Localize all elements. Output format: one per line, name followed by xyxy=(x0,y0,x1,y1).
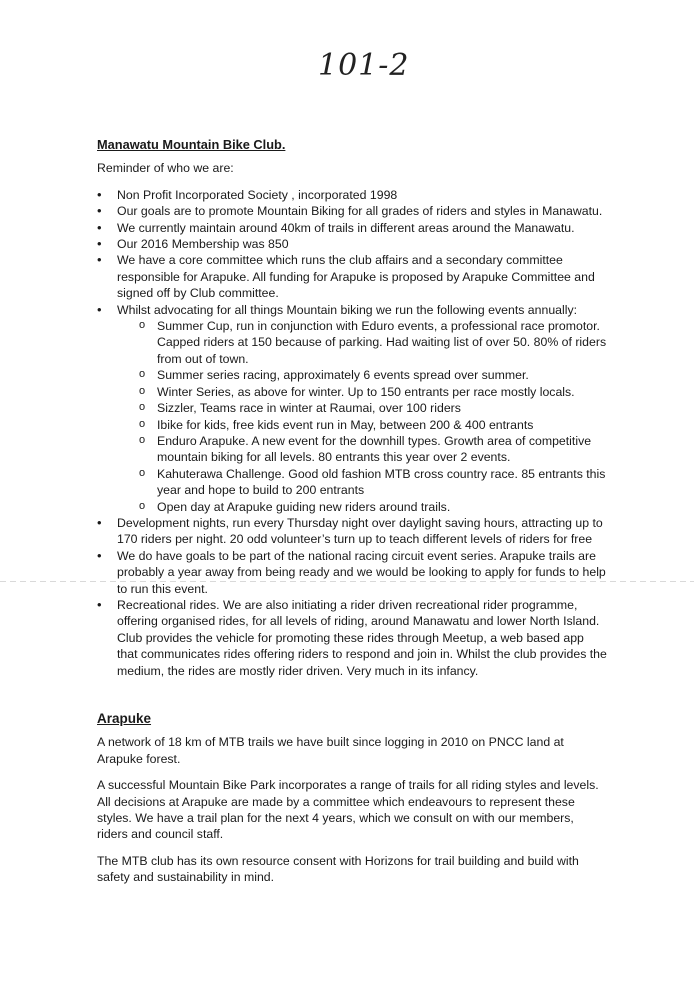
list-item: • We have a core committee which runs the club affairs and a secondary committee responsible for Arapuke. All funding for Arapuke is proposed by Arapuke Committee and signed off by Club committee. xyxy=(97,252,607,301)
list-item: • We currently maintain around 40km of trails in different areas around the Manawatu. xyxy=(97,220,607,236)
arapuke-paragraph: The MTB club has its own resource consent with Horizons for trail building and build with safety and sustainability in mind. xyxy=(97,853,579,885)
arapuke-paragraph: A successful Mountain Bike Park incorporates a range of trails for all riding styles and levels. All decisions at Arapuke are made by a committee which endeavours to represent these styles. We have a trail plan for the next 4 years, which we consult on with our members, riders and council staff. xyxy=(97,778,599,842)
club-intro: Reminder of who we are: xyxy=(97,161,234,176)
event-item: o Summer series racing, approximately 6 events spread over summer. xyxy=(139,367,607,383)
handwritten-page-number: 101-2 xyxy=(318,48,410,83)
event-item: o Kahuterawa Challenge. Good old fashion MTB cross country race. 85 entrants this year and hope to build to 200 entrants xyxy=(139,466,607,499)
list-item: • We do have goals to be part of the national racing circuit event series. Arapuke trails are probably a year away from being ready and we would be looking to apply for funds to help to run this event. xyxy=(97,548,607,597)
arapuke-paragraph: A network of 18 km of MTB trails we have built since logging in 2010 on PNCC land at Arapuke forest. xyxy=(97,735,564,766)
event-item: o Winter Series, as above for winter. Up to 150 entrants per race mostly locals. xyxy=(139,384,607,400)
list-item-events xyxy=(97,302,607,515)
event-item: o Summer Cup, run in conjunction with Eduro events, a professional race promotor. Capped riders at 150 because of parking. Had waiting list of over 50. 80% of riders from out of town. xyxy=(139,318,607,367)
event-item: o Enduro Arapuke. A new event for the downhill types. Growth area of competitive mountain biking for all levels. 80 entrants this year over 2 events. xyxy=(139,433,607,466)
list-item: • Our goals are to promote Mountain Biking for all grades of riders and styles in Manawatu. xyxy=(97,203,607,219)
list-item: • Our 2016 Membership was 850 xyxy=(97,236,607,252)
events-list xyxy=(117,318,607,515)
event-item: o Open day at Arapuke guiding new riders around trails. xyxy=(139,499,607,515)
club-title: Manawatu Mountain Bike Club. xyxy=(97,137,286,152)
list-item: • Recreational rides. We are also initiating a rider driven recreational rider programme, offering organised rides, for all levels of riding, around Manawatu and lower North Island. Club provides the vehicle for promoting these rides through Meetup, a web based app that communicates rides offering riders to respond and join in. Whilst the club provides the medium, the rides are mostly rider driven. Very much in its infancy. xyxy=(97,597,607,679)
event-item: o Sizzler, Teams race in winter at Raumai, over 100 riders xyxy=(139,400,607,416)
event-item: o Ibike for kids, free kids event run in May, between 200 & 400 entrants xyxy=(139,417,607,433)
list-item: • Development nights, run every Thursday night over daylight saving hours, attracting up to 170 riders per night. 20 odd volunteer’s turn up to teach different levels of riders for free xyxy=(97,515,607,548)
document-body xyxy=(97,137,607,896)
arapuke-title: Arapuke xyxy=(97,711,152,726)
events-intro: Whilst advocating for all things Mountain biking we run the following events annually: xyxy=(117,302,578,317)
club-facts-list xyxy=(97,187,607,679)
list-item: • Non Profit Incorporated Society , incorporated 1998 xyxy=(97,187,607,203)
